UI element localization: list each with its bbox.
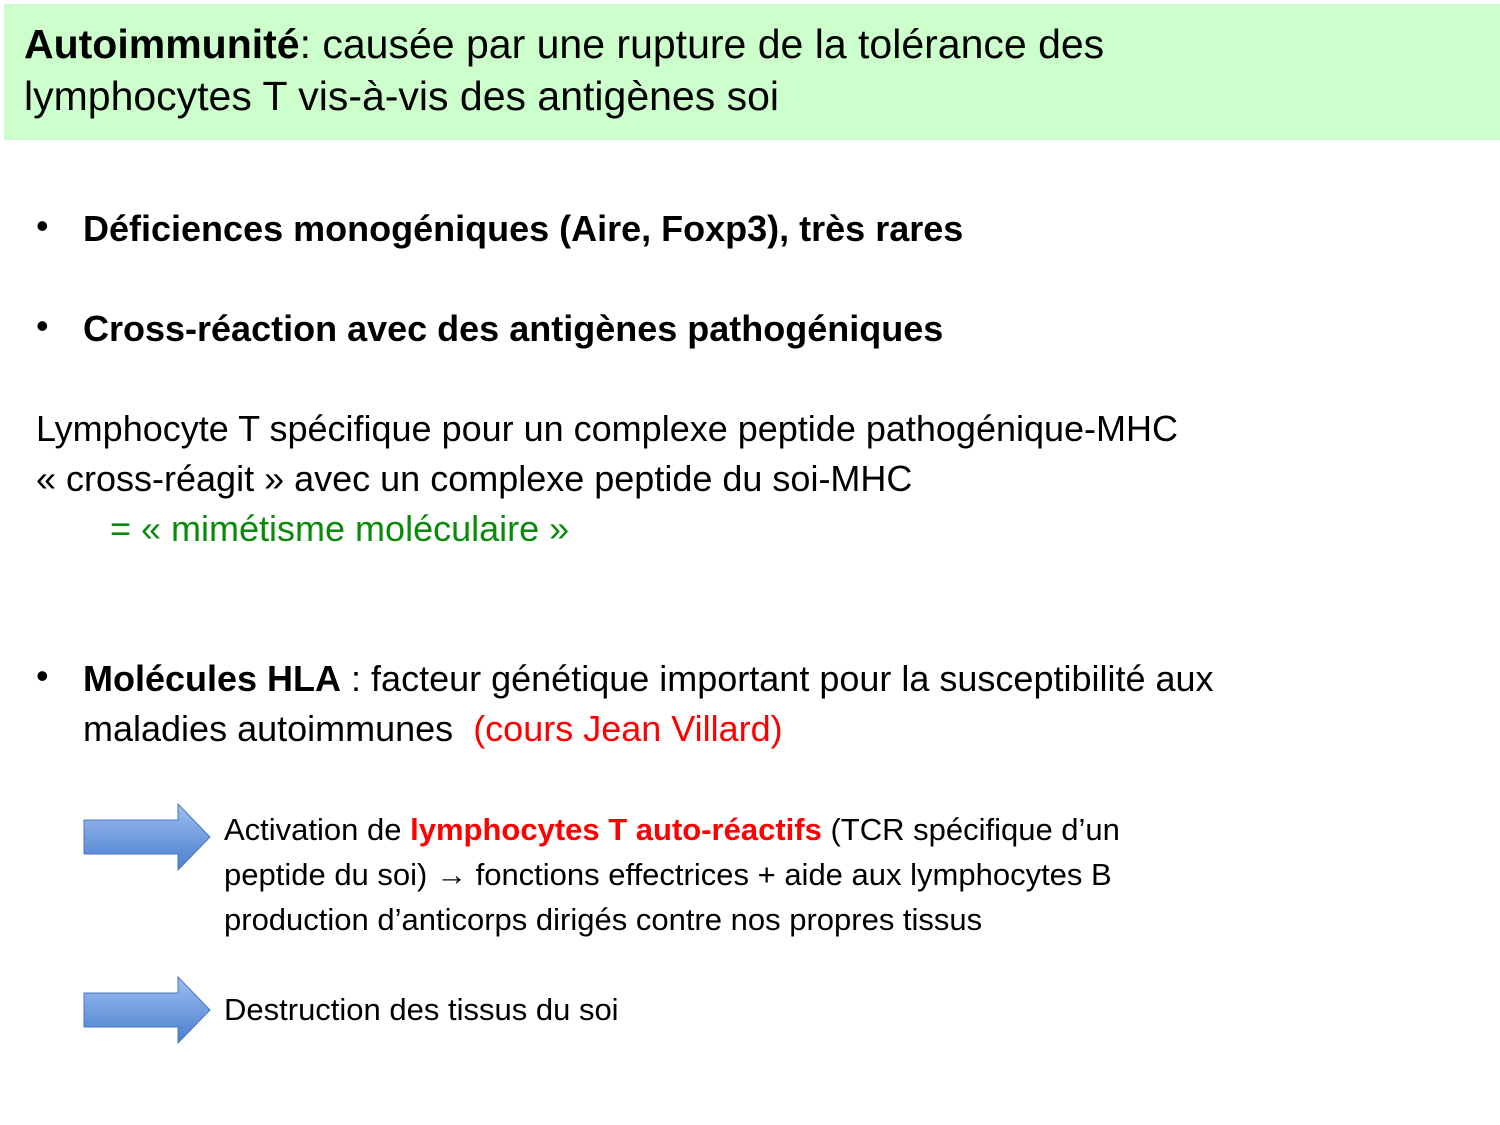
course-reference: (cours Jean Villard) (473, 708, 783, 749)
hla-line2: maladies autoimmunes (83, 708, 474, 749)
title-bold: Autoimmunité (24, 21, 300, 67)
paragraph-line1: Lymphocyte T spécifique pour un complexe peptide pathogénique-MHC (36, 408, 1179, 449)
mimicry-paragraph (36, 404, 1178, 554)
title-banner (4, 4, 1500, 140)
activation-line2: peptide du soi) → fonctions effectrices + aide aux lymphocytes B (224, 857, 1112, 892)
title-rest: : causée par une rupture de la tolérance des (299, 21, 1105, 67)
autoreactive-highlight: lymphocytes T auto-réactifs (410, 812, 822, 847)
bullet-cross-reaction: Cross-réaction avec des antigènes pathogéniques (83, 308, 944, 349)
bullet-monogenic: Déficiences monogéniques (Aire, Foxp3), très rares (83, 208, 964, 249)
bullet-marker: • (36, 205, 49, 246)
activation-pre: Activation de (224, 812, 411, 847)
bullet-hla (83, 654, 1214, 754)
activation-text (224, 807, 1120, 942)
activation-line3: production d’anticorps dirigés contre nos propres tissus (224, 902, 983, 937)
hla-text: : facteur génétique important pour la susceptibilité aux (341, 658, 1214, 699)
destruction-text: Destruction des tissus du soi (224, 992, 619, 1027)
bullet-marker: • (36, 305, 49, 346)
title-line2: lymphocytes T vis-à-vis des antigènes soi (24, 73, 780, 119)
activation-post: (TCR spécifique d’un (821, 812, 1120, 847)
paragraph-line2: « cross-réagit » avec un complexe peptide du soi-MHC (36, 458, 913, 499)
right-arrow-icon (82, 975, 212, 1045)
hla-bold: Molécules HLA (83, 658, 342, 699)
bullet-marker: • (36, 655, 49, 696)
mimicry-term: = « mimétisme moléculaire » (110, 508, 570, 549)
right-arrow-icon (82, 802, 212, 872)
